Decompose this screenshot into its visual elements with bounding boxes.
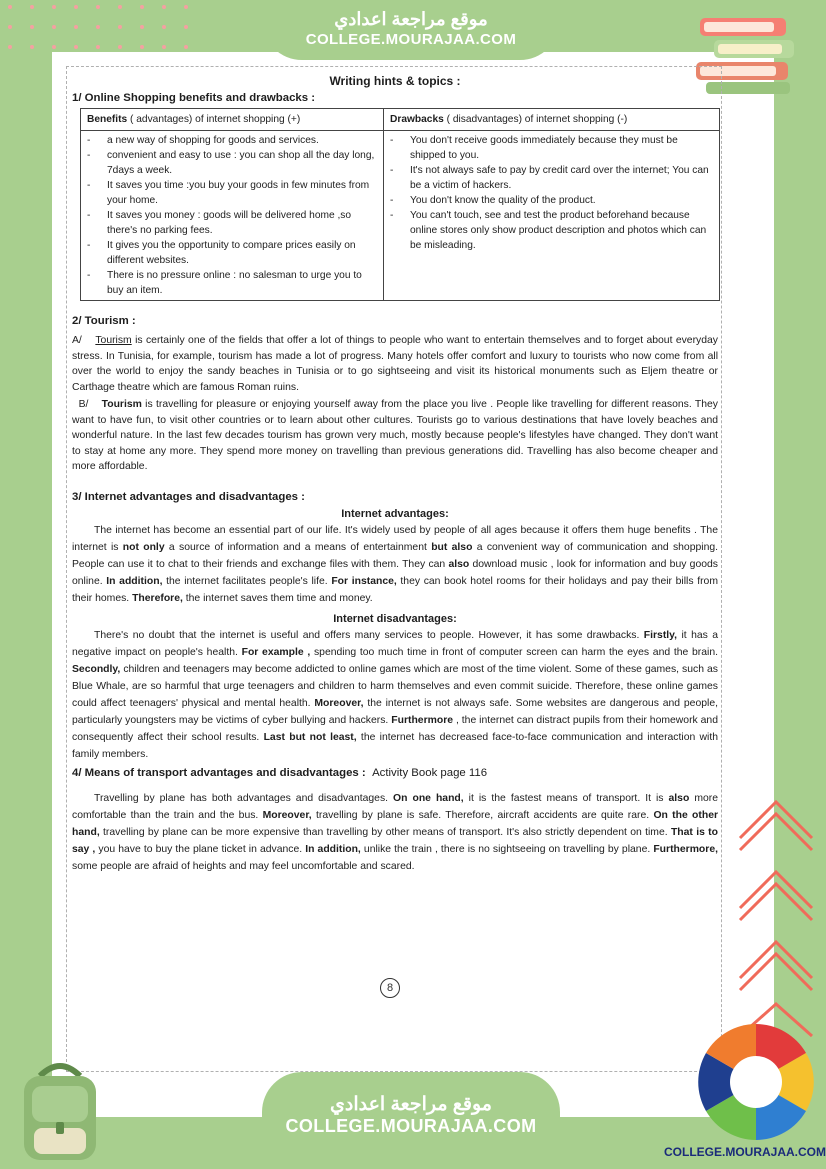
- drawbacks-cell: [384, 131, 720, 301]
- transport-paragraph: Travelling by plane has both advantages and disadvantages. On one hand, it is the fastest means of transport. It is also more comfortable than the train and the bus. Moreover, travelling by plane is safe. Therefore, aircraft accidents are quite rare. On the other hand, travelling by plane can be more expensive than travelling by other means of transport. It's also strictly dependent on time. That is to say , you have to buy the plane ticket in advance. In addition, unlike the train , there is no sightseeing on travelling by plane. Furthermore, some people are afraid of heights and may feel uncomfortable and scared.: [72, 792, 719, 872]
- list-item: - It gives you the opportunity to compare prices easily on different websites.: [87, 238, 377, 268]
- document-body: [72, 72, 718, 875]
- list-item: - You don't know the quality of the product.: [390, 193, 713, 208]
- drawbacks-header: Drawbacks ( disadvantages) of internet shopping (-): [384, 109, 720, 131]
- school-bag-icon: [10, 1056, 110, 1164]
- footer-banner: [262, 1072, 560, 1169]
- list-item: - You can't touch, see and test the product beforehand because online stores only show product description and photos which can be misleading.: [390, 208, 713, 253]
- tourism-paragraph-b: B/ Tourism is travelling for pleasure or enjoying yourself away from the place you live . People like travelling for different reasons. They want to have fun, to visit other countries or to learn about other cultures. Tourists go to various destinations that have lovely beaches and wonderful nature. In the last few decades tourism has grown very much, mostly because people's lifestyles have changed. They don't want to stay at home any more. They spend more money on travelling than previous generations did. Travelling has also become cheaper and more affordable.: [72, 399, 718, 472]
- page-title: Writing hints & topics :: [329, 74, 461, 88]
- advantages-title: Internet advantages:: [341, 507, 449, 520]
- brand-url[interactable]: COLLEGE.MOURAJAA.COM: [664, 1145, 826, 1159]
- banner-arabic: موقع مراجعة اعدادي: [330, 1094, 492, 1115]
- advantages-paragraph: The internet has become an essential part of our life. It's widely used by people of all ages because it offers them huge benefits . The internet is not only a source of information and a means of entertainment but also a convenient way of communication and shopping. People can use it to chat to their friends and exchange files with them. They can also download music , look for information and buy goods online. In addition, the internet facilitates people's life. For instance, they can book hotel rooms for their holidays and pay their bills from their homes. Therefore, the internet saves them time and money.: [72, 524, 719, 604]
- list-item: - It saves you time :you buy your goods in few minutes from your home.: [87, 178, 377, 208]
- banner-arabic: موقع مراجعة اعدادي: [334, 9, 488, 29]
- list-item: - You don't receive goods immediately because they must be shipped to you.: [390, 133, 713, 163]
- section-1-heading: 1/ Online Shopping benefits and drawbacks :: [72, 92, 316, 104]
- banner-url[interactable]: COLLEGE.MOURAJAA.COM: [285, 1116, 537, 1136]
- list-item: - convenient and easy to use : you can shop all the day long, 7days a week.: [87, 148, 377, 178]
- section-4-heading: 4/ Means of transport advantages and disadvantages : Activity Book page 116: [72, 766, 488, 779]
- chevron-up-icon: [732, 790, 822, 1050]
- list-item: - It's not always safe to pay by credit card over the internet; You can be a victim of hackers.: [390, 163, 713, 193]
- disadvantages-paragraph: There's no doubt that the internet is useful and offers many services to people. However, it has some drawbacks. Firstly, it has a negative impact on people's health. For example , spending too much time in front of computer screen can harm the eyes and the brain. Secondly, children and teenagers may become addicted to online games which are most of the time violent. Some of these games, such as Blue Whale, are so harmful that urge teenagers and children to harm themselves and even commit suicide. Therefore, these online games could affect teenagers' physical and mental health. Moreover, the internet is not always safe. Some websites are dangerous and people, particularly youngsters may be victims of cyber bullying and hackers. Furthermore , the internet can distract pupils from their homework and consequently affect their school results. Last but not least, the internet has decreased face-to-face communication and interaction with family members.: [72, 629, 719, 760]
- benefits-header: Benefits ( advantages) of internet shopping (+): [81, 109, 384, 131]
- activity-book-ref: Activity Book page 116: [372, 766, 488, 779]
- list-item: - a new way of shopping for goods and services.: [87, 133, 377, 148]
- banner-url[interactable]: COLLEGE.MOURAJAA.COM: [305, 31, 517, 48]
- tourism-paragraph-a: A/ Tourism is certainly one of the fields that offer a lot of things to people who want to entertain themselves and to forget about everyday stress. In Tunisia, for example, tourism has made a lot of progress. Many hotels offer comfort and luxury to tourists who now come from all over the world to enjoy the sandy beaches in Tunisia or to go sightseeing and visit its historical monuments such as Eljem theatre or Carthage theatre which are famous Roman ruins.: [72, 335, 718, 393]
- list-item: - It saves you money : goods will be delivered home ,so there's no parking fees.: [87, 208, 377, 238]
- list-item: - There is no pressure online : no salesman to urge you to buy an item.: [87, 268, 377, 298]
- disadvantages-title: Internet disadvantages:: [333, 612, 457, 625]
- header-banner: [262, 0, 560, 60]
- benefits-cell: [81, 131, 384, 301]
- section-3-heading: 3/ Internet advantages and disadvantages :: [72, 490, 305, 503]
- education-wheel-icon: [694, 1022, 818, 1142]
- shopping-table: [80, 108, 720, 301]
- page-number: 8: [380, 978, 400, 998]
- section-2-heading: 2/ Tourism :: [72, 315, 136, 327]
